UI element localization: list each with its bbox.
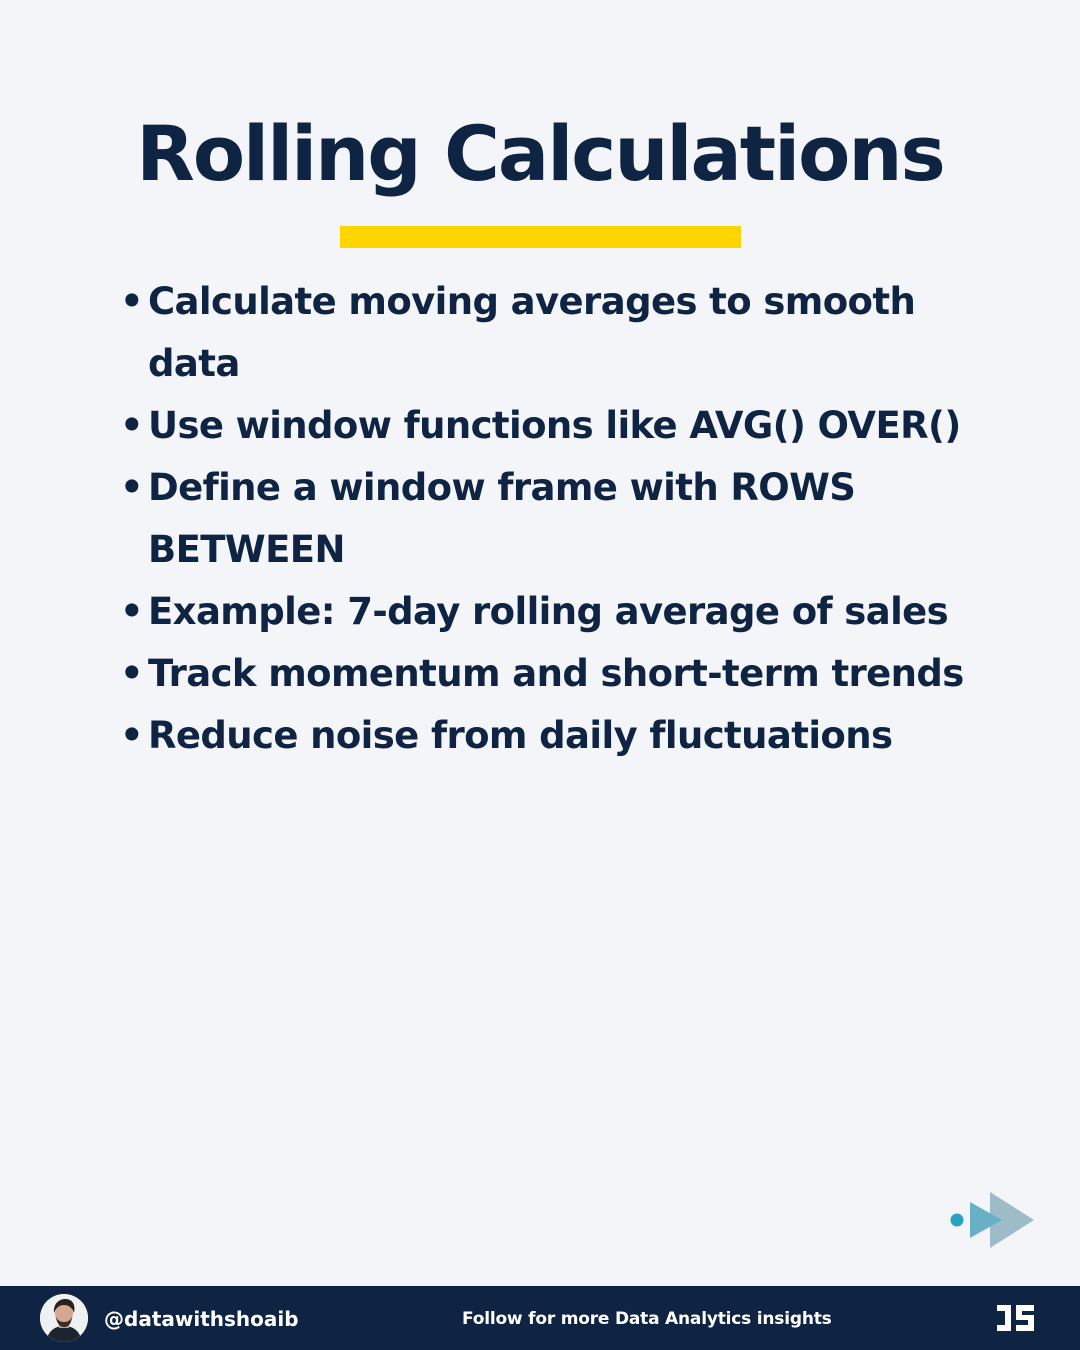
account-handle[interactable]: @datawithshoaib bbox=[104, 1307, 299, 1331]
bullet-dot: • bbox=[120, 714, 144, 757]
list-item bbox=[120, 581, 970, 643]
bullet-text: Track momentum and short-term trends bbox=[148, 652, 964, 695]
title-underline bbox=[340, 226, 741, 248]
follow-cta-text: Follow for more Data Analytics insights bbox=[462, 1309, 832, 1329]
bullet-dot: • bbox=[120, 652, 144, 695]
ds-logo-icon bbox=[996, 1303, 1036, 1333]
footer-bar bbox=[0, 1286, 1080, 1350]
profile-avatar[interactable] bbox=[40, 1294, 88, 1342]
bullet-dot: • bbox=[120, 280, 144, 323]
list-item bbox=[120, 271, 970, 395]
bullet-text: Example: 7-day rolling average of sales bbox=[148, 590, 949, 633]
page-title: Rolling Calculations bbox=[136, 109, 944, 198]
bullet-text: Reduce noise from daily fluctuations bbox=[148, 714, 893, 757]
double-chevron-right-icon[interactable] bbox=[946, 1188, 1038, 1252]
bullet-text: Define a window frame with ROWS BETWEEN bbox=[148, 466, 856, 571]
bullet-text: Calculate moving averages to smooth data bbox=[148, 280, 916, 385]
list-item bbox=[120, 457, 970, 581]
list-item bbox=[120, 643, 970, 705]
bullet-dot: • bbox=[120, 404, 144, 447]
bullet-text: Use window functions like AVG() OVER() bbox=[148, 404, 961, 447]
list-item bbox=[120, 705, 970, 767]
list-item bbox=[120, 395, 970, 457]
bullet-dot: • bbox=[120, 590, 144, 633]
bullet-list bbox=[120, 271, 970, 767]
bullet-dot: • bbox=[120, 466, 144, 509]
